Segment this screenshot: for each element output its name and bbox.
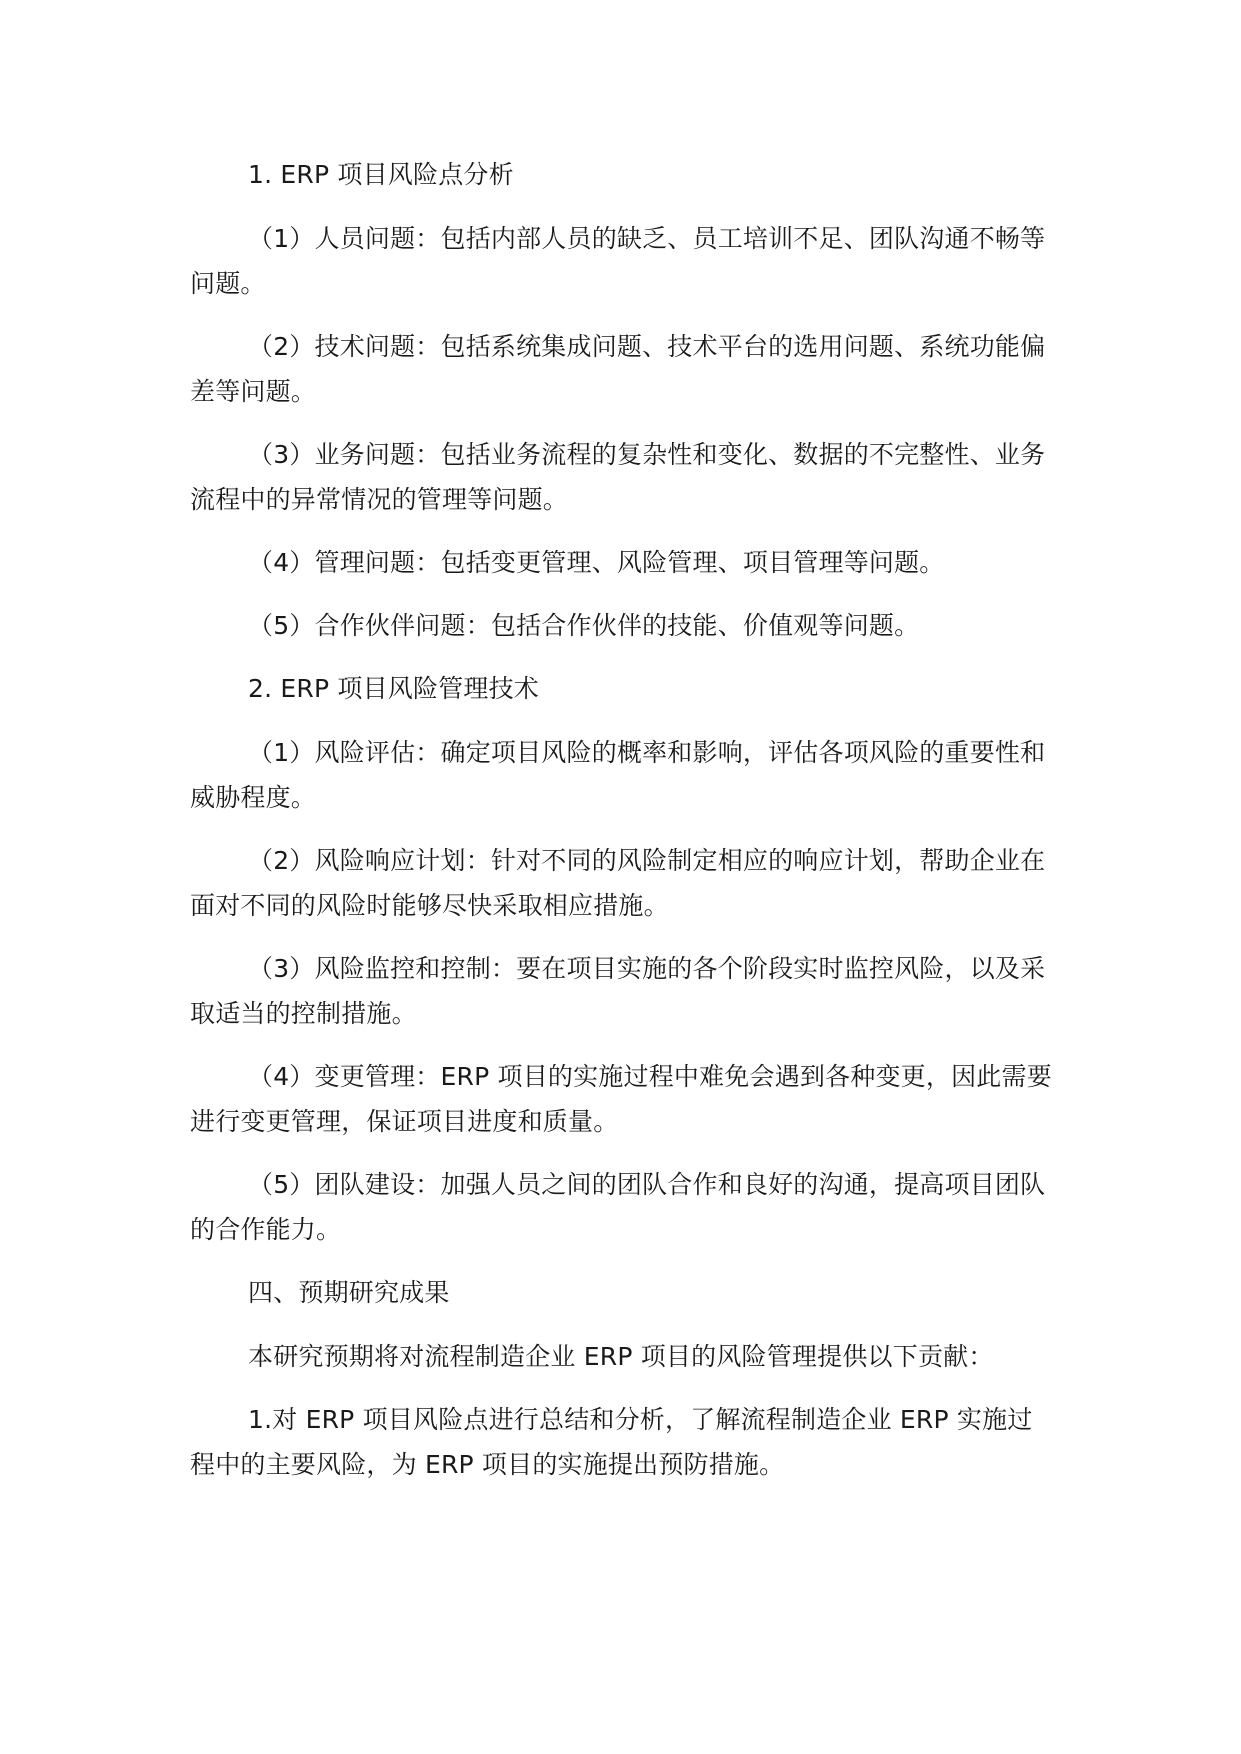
paragraph-technical-issues: （2）技术问题：包括系统集成问题、技术平台的选用问题、系统功能偏差等问题。 <box>190 332 1046 406</box>
paragraph-team-building: （5）团队建设：加强人员之间的团队合作和良好的沟通，提高项目团队的合作能力。 <box>190 1170 1046 1244</box>
paragraph-contribution-1: 1.对 ERP 项目风险点进行总结和分析，了解流程制造企业 ERP 实施过程中的主要风险，为 ERP 项目的实施提出预防措施。 <box>190 1405 1033 1479</box>
paragraph-business-issues: （3）业务问题：包括业务流程的复杂性和变化、数据的不完整性、业务流程中的异常情况的管理等问题。 <box>190 440 1046 514</box>
section-heading-risk-analysis: 1. ERP 项目风险点分析 <box>248 160 514 189</box>
paragraph-contribution-intro: 本研究预期将对流程制造企业 ERP 项目的风险管理提供以下贡献： <box>248 1342 994 1371</box>
paragraph-risk-assessment: （1）风险评估：确定项目风险的概率和影响，评估各项风险的重要性和威胁程度。 <box>190 738 1046 812</box>
section-heading-expected-results: 四、预期研究成果 <box>248 1278 450 1307</box>
paragraph-personnel-issues: （1）人员问题：包括内部人员的缺乏、员工培训不足、团队沟通不畅等问题。 <box>190 224 1046 298</box>
paragraph-management-issues: （4）管理问题：包括变更管理、风险管理、项目管理等问题。 <box>248 548 945 577</box>
paragraph-risk-monitoring: （3）风险监控和控制：要在项目实施的各个阶段实时监控风险，以及采取适当的控制措施。 <box>190 954 1046 1028</box>
paragraph-risk-response: （2）风险响应计划：针对不同的风险制定相应的响应计划，帮助企业在面对不同的风险时能够尽快采取相应措施。 <box>190 846 1046 920</box>
section-heading-risk-techniques: 2. ERP 项目风险管理技术 <box>248 674 539 703</box>
paragraph-partner-issues: （5）合作伙伴问题：包括合作伙伴的技能、价值观等问题。 <box>248 611 920 640</box>
document-body <box>190 152 1052 1505</box>
paragraph-change-management: （4）变更管理：ERP 项目的实施过程中难免会遇到各种变更，因此需要进行变更管理，保证项目进度和质量。 <box>190 1062 1052 1136</box>
